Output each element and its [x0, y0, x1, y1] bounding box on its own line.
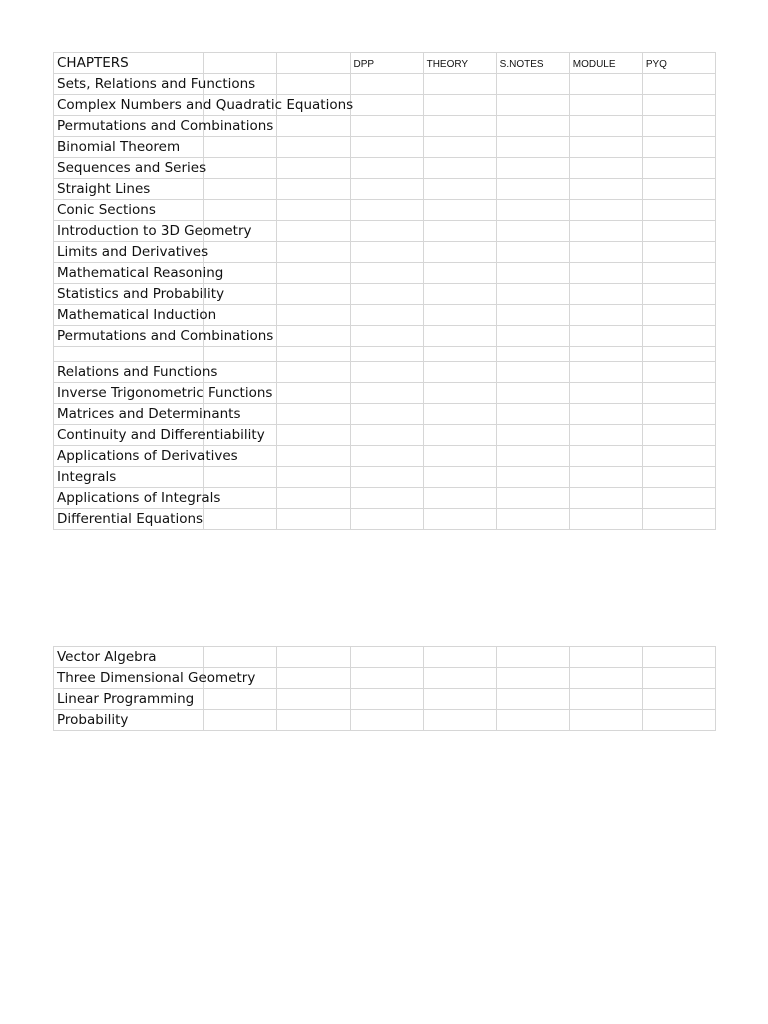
status-cell[interactable]	[496, 509, 569, 530]
chapter-cell[interactable]	[54, 362, 218, 383]
status-cell[interactable]	[569, 383, 642, 404]
chapter-name: Sets, Relations and Functions	[57, 76, 256, 92]
chapter-cell[interactable]	[54, 137, 204, 158]
column-header-dpp[interactable]: DPP	[350, 53, 423, 74]
chapter-table-secondary	[53, 646, 716, 731]
chapter-row	[54, 710, 716, 731]
status-cell[interactable]	[350, 179, 423, 200]
status-cell[interactable]	[277, 467, 350, 488]
chapter-row	[54, 404, 716, 425]
status-cell[interactable]	[569, 710, 642, 731]
status-cell[interactable]	[423, 284, 496, 305]
status-cell[interactable]	[423, 158, 496, 179]
chapter-name: Relations and Functions	[57, 364, 218, 380]
chapter-name: Straight Lines	[57, 181, 151, 197]
status-cell[interactable]	[423, 305, 496, 326]
status-cell[interactable]	[642, 95, 715, 116]
status-cell[interactable]	[277, 488, 350, 509]
chapter-row	[54, 137, 716, 158]
status-cell[interactable]	[496, 425, 569, 446]
status-cell[interactable]	[277, 647, 350, 668]
chapter-cell[interactable]	[54, 263, 224, 284]
status-cell[interactable]	[569, 425, 642, 446]
status-cell[interactable]	[496, 668, 569, 689]
chapter-cell[interactable]	[54, 305, 217, 326]
status-cell[interactable]	[204, 158, 277, 179]
empty-cell[interactable]	[277, 347, 350, 362]
chapter-name: Conic Sections	[57, 202, 156, 218]
status-cell[interactable]	[496, 647, 569, 668]
chapter-row	[54, 284, 716, 305]
status-cell[interactable]	[350, 158, 423, 179]
status-cell[interactable]	[569, 137, 642, 158]
status-cell[interactable]	[350, 74, 423, 95]
chapter-cell[interactable]	[54, 116, 274, 137]
status-cell[interactable]	[423, 425, 496, 446]
status-cell[interactable]	[496, 689, 569, 710]
status-cell[interactable]	[642, 326, 715, 347]
status-cell[interactable]	[350, 200, 423, 221]
status-cell[interactable]	[277, 383, 350, 404]
status-cell[interactable]	[277, 242, 350, 263]
status-cell[interactable]	[350, 116, 423, 137]
status-cell[interactable]	[496, 242, 569, 263]
status-cell[interactable]	[496, 467, 569, 488]
chapter-cell[interactable]	[54, 509, 204, 530]
status-cell[interactable]	[423, 710, 496, 731]
status-cell[interactable]	[569, 488, 642, 509]
status-cell[interactable]	[569, 221, 642, 242]
status-cell[interactable]	[277, 179, 350, 200]
status-cell[interactable]	[423, 404, 496, 425]
status-cell[interactable]	[642, 116, 715, 137]
status-cell[interactable]	[350, 263, 423, 284]
status-cell[interactable]	[277, 74, 350, 95]
status-cell[interactable]	[423, 137, 496, 158]
status-cell[interactable]	[569, 362, 642, 383]
status-cell[interactable]	[569, 326, 642, 347]
status-cell[interactable]	[642, 467, 715, 488]
chapter-cell[interactable]	[54, 200, 204, 221]
chapter-cell[interactable]	[54, 446, 238, 467]
chapter-cell[interactable]	[54, 95, 354, 116]
status-cell[interactable]	[569, 647, 642, 668]
chapter-row	[54, 362, 716, 383]
status-cell[interactable]	[350, 305, 423, 326]
chapter-row	[54, 467, 716, 488]
status-cell[interactable]	[350, 488, 423, 509]
chapter-row	[54, 647, 716, 668]
chapter-row	[54, 74, 716, 95]
status-cell[interactable]	[423, 263, 496, 284]
status-cell[interactable]	[496, 305, 569, 326]
status-cell[interactable]	[277, 710, 350, 731]
chapter-name: Probability	[57, 712, 129, 728]
status-cell[interactable]	[423, 95, 496, 116]
status-cell[interactable]	[277, 200, 350, 221]
status-cell[interactable]	[423, 242, 496, 263]
status-cell[interactable]	[569, 116, 642, 137]
status-cell[interactable]	[423, 488, 496, 509]
chapters-header[interactable]: CHAPTERS	[54, 53, 204, 74]
status-cell[interactable]	[569, 467, 642, 488]
status-cell[interactable]	[642, 221, 715, 242]
chapter-row	[54, 179, 716, 200]
empty-cell[interactable]	[204, 347, 277, 362]
chapter-name: Matrices and Determinants	[57, 406, 241, 422]
header-row	[54, 53, 716, 74]
status-cell[interactable]	[642, 425, 715, 446]
status-cell[interactable]	[350, 446, 423, 467]
chapter-name: Mathematical Induction	[57, 307, 217, 323]
status-cell[interactable]	[277, 284, 350, 305]
status-cell[interactable]	[496, 179, 569, 200]
status-cell[interactable]	[204, 710, 277, 731]
status-cell[interactable]	[496, 263, 569, 284]
status-cell[interactable]	[204, 242, 277, 263]
status-cell[interactable]	[350, 710, 423, 731]
status-cell[interactable]	[277, 221, 350, 242]
column-header-module[interactable]: MODULE	[569, 53, 642, 74]
status-cell[interactable]	[423, 179, 496, 200]
status-cell[interactable]	[642, 179, 715, 200]
status-cell[interactable]	[350, 284, 423, 305]
status-cell[interactable]	[350, 689, 423, 710]
status-cell[interactable]	[277, 263, 350, 284]
status-cell[interactable]	[569, 158, 642, 179]
chapter-cell[interactable]	[54, 467, 204, 488]
status-cell[interactable]	[642, 509, 715, 530]
status-cell[interactable]	[642, 668, 715, 689]
status-cell[interactable]	[496, 404, 569, 425]
status-cell[interactable]	[496, 137, 569, 158]
chapter-name: Continuity and Differentiability	[57, 427, 265, 443]
chapter-cell[interactable]	[54, 668, 256, 689]
empty-cell[interactable]	[423, 347, 496, 362]
column-header-pyq[interactable]: PYQ	[642, 53, 715, 74]
status-cell[interactable]	[642, 263, 715, 284]
chapter-row	[54, 488, 716, 509]
status-cell[interactable]	[642, 242, 715, 263]
chapter-name: Permutations and Combinations	[57, 118, 274, 134]
status-cell[interactable]	[569, 95, 642, 116]
status-cell[interactable]	[496, 383, 569, 404]
chapter-cell[interactable]	[54, 488, 221, 509]
status-cell[interactable]	[642, 404, 715, 425]
chapter-row	[54, 242, 716, 263]
chapter-row	[54, 326, 716, 347]
status-cell[interactable]	[569, 446, 642, 467]
status-cell[interactable]	[642, 158, 715, 179]
status-cell[interactable]	[277, 362, 350, 383]
empty-cell[interactable]	[496, 347, 569, 362]
status-cell[interactable]	[496, 74, 569, 95]
status-cell[interactable]	[642, 200, 715, 221]
status-cell[interactable]	[277, 305, 350, 326]
status-cell[interactable]	[423, 74, 496, 95]
status-cell[interactable]	[642, 383, 715, 404]
status-cell[interactable]	[350, 362, 423, 383]
status-cell[interactable]	[496, 116, 569, 137]
empty-cell[interactable]	[204, 53, 277, 74]
spacer-row	[54, 347, 716, 362]
status-cell[interactable]	[496, 446, 569, 467]
status-cell[interactable]	[496, 158, 569, 179]
status-cell[interactable]	[496, 710, 569, 731]
chapter-cell[interactable]	[54, 326, 274, 347]
chapter-row	[54, 95, 716, 116]
status-cell[interactable]	[496, 326, 569, 347]
chapter-name: Differential Equations	[57, 511, 204, 527]
status-cell[interactable]	[350, 467, 423, 488]
status-cell[interactable]	[277, 509, 350, 530]
status-cell[interactable]	[423, 221, 496, 242]
column-header-snotes[interactable]: S.NOTES	[496, 53, 569, 74]
chapter-row	[54, 221, 716, 242]
status-cell[interactable]	[277, 446, 350, 467]
status-cell[interactable]	[423, 326, 496, 347]
status-cell[interactable]	[496, 95, 569, 116]
chapter-cell[interactable]	[54, 404, 241, 425]
status-cell[interactable]	[423, 668, 496, 689]
status-cell[interactable]	[423, 362, 496, 383]
chapter-cell[interactable]	[54, 179, 204, 200]
empty-cell[interactable]	[642, 347, 715, 362]
status-cell[interactable]	[350, 221, 423, 242]
status-cell[interactable]	[569, 242, 642, 263]
chapter-cell[interactable]	[54, 710, 204, 731]
status-cell[interactable]	[496, 221, 569, 242]
chapter-cell[interactable]	[54, 284, 225, 305]
status-cell[interactable]	[423, 689, 496, 710]
status-cell[interactable]	[277, 425, 350, 446]
chapter-cell[interactable]	[54, 383, 273, 404]
status-cell[interactable]	[496, 284, 569, 305]
chapter-name: Sequences and Series	[57, 160, 207, 176]
status-cell[interactable]	[204, 509, 277, 530]
chapter-row	[54, 158, 716, 179]
chapter-row	[54, 425, 716, 446]
chapter-cell[interactable]	[54, 647, 204, 668]
status-cell[interactable]	[350, 95, 423, 116]
status-cell[interactable]	[350, 647, 423, 668]
empty-cell[interactable]	[569, 347, 642, 362]
chapter-name: Complex Numbers and Quadratic Equations	[57, 97, 354, 113]
chapter-name: Vector Algebra	[57, 649, 157, 665]
status-cell[interactable]	[350, 242, 423, 263]
status-cell[interactable]	[642, 488, 715, 509]
status-cell[interactable]	[569, 305, 642, 326]
status-cell[interactable]	[277, 404, 350, 425]
status-cell[interactable]	[277, 689, 350, 710]
status-cell[interactable]	[642, 710, 715, 731]
chapter-row	[54, 116, 716, 137]
status-cell[interactable]	[350, 326, 423, 347]
status-cell[interactable]	[423, 509, 496, 530]
chapter-row	[54, 383, 716, 404]
status-cell[interactable]	[423, 200, 496, 221]
chapter-cell[interactable]	[54, 242, 209, 263]
status-cell[interactable]	[423, 446, 496, 467]
chapter-row	[54, 200, 716, 221]
status-cell[interactable]	[569, 668, 642, 689]
status-cell[interactable]	[642, 647, 715, 668]
status-cell[interactable]	[569, 74, 642, 95]
status-cell[interactable]	[423, 647, 496, 668]
status-cell[interactable]	[642, 284, 715, 305]
status-cell[interactable]	[350, 425, 423, 446]
status-cell[interactable]	[496, 488, 569, 509]
status-cell[interactable]	[204, 689, 277, 710]
chapter-name: Binomial Theorem	[57, 139, 181, 155]
status-cell[interactable]	[277, 668, 350, 689]
status-cell[interactable]	[350, 404, 423, 425]
chapter-cell[interactable]	[54, 221, 252, 242]
chapter-cell[interactable]	[54, 425, 265, 446]
status-cell[interactable]	[277, 116, 350, 137]
chapter-name: Three Dimensional Geometry	[57, 670, 256, 686]
status-cell[interactable]	[496, 200, 569, 221]
status-cell[interactable]	[423, 467, 496, 488]
chapter-row	[54, 446, 716, 467]
status-cell[interactable]	[423, 383, 496, 404]
chapter-name: Mathematical Reasoning	[57, 265, 224, 281]
chapter-cell[interactable]	[54, 689, 204, 710]
status-cell[interactable]	[204, 137, 277, 158]
status-cell[interactable]	[642, 446, 715, 467]
chapter-cell[interactable]	[54, 74, 256, 95]
chapter-name: Linear Programming	[57, 691, 195, 707]
chapter-name: Applications of Derivatives	[57, 448, 238, 464]
status-cell[interactable]	[204, 200, 277, 221]
status-cell[interactable]	[350, 668, 423, 689]
chapter-name: Limits and Derivatives	[57, 244, 209, 260]
chapter-row	[54, 263, 716, 284]
chapter-name: Integrals	[57, 469, 117, 485]
chapter-name: Statistics and Probability	[57, 286, 225, 302]
chapter-cell[interactable]	[54, 158, 207, 179]
chapter-row	[54, 509, 716, 530]
status-cell[interactable]	[569, 284, 642, 305]
status-cell[interactable]	[423, 116, 496, 137]
status-cell[interactable]	[204, 467, 277, 488]
status-cell[interactable]	[204, 179, 277, 200]
status-cell[interactable]	[204, 647, 277, 668]
status-cell[interactable]	[642, 137, 715, 158]
status-cell[interactable]	[569, 200, 642, 221]
status-cell[interactable]	[350, 509, 423, 530]
status-cell[interactable]	[642, 689, 715, 710]
chapter-name: Permutations and Combinations	[57, 328, 274, 344]
status-cell[interactable]	[569, 689, 642, 710]
status-cell[interactable]	[569, 404, 642, 425]
chapter-table	[53, 52, 716, 530]
status-cell[interactable]	[642, 74, 715, 95]
chapter-row	[54, 305, 716, 326]
status-cell[interactable]	[496, 362, 569, 383]
status-cell[interactable]	[350, 383, 423, 404]
status-cell[interactable]	[277, 326, 350, 347]
empty-cell[interactable]	[277, 53, 350, 74]
chapter-row	[54, 668, 716, 689]
empty-cell[interactable]	[54, 347, 204, 362]
status-cell[interactable]	[569, 509, 642, 530]
empty-cell[interactable]	[350, 347, 423, 362]
status-cell[interactable]	[569, 179, 642, 200]
column-header-theory[interactable]: THEORY	[423, 53, 496, 74]
status-cell[interactable]	[277, 137, 350, 158]
status-cell[interactable]	[350, 137, 423, 158]
status-cell[interactable]	[277, 158, 350, 179]
status-cell[interactable]	[642, 305, 715, 326]
status-cell[interactable]	[642, 362, 715, 383]
chapter-row	[54, 689, 716, 710]
chapter-name: Introduction to 3D Geometry	[57, 223, 252, 239]
status-cell[interactable]	[569, 263, 642, 284]
chapter-name: Inverse Trigonometric Functions	[57, 385, 273, 401]
chapter-name: Applications of Integrals	[57, 490, 221, 506]
